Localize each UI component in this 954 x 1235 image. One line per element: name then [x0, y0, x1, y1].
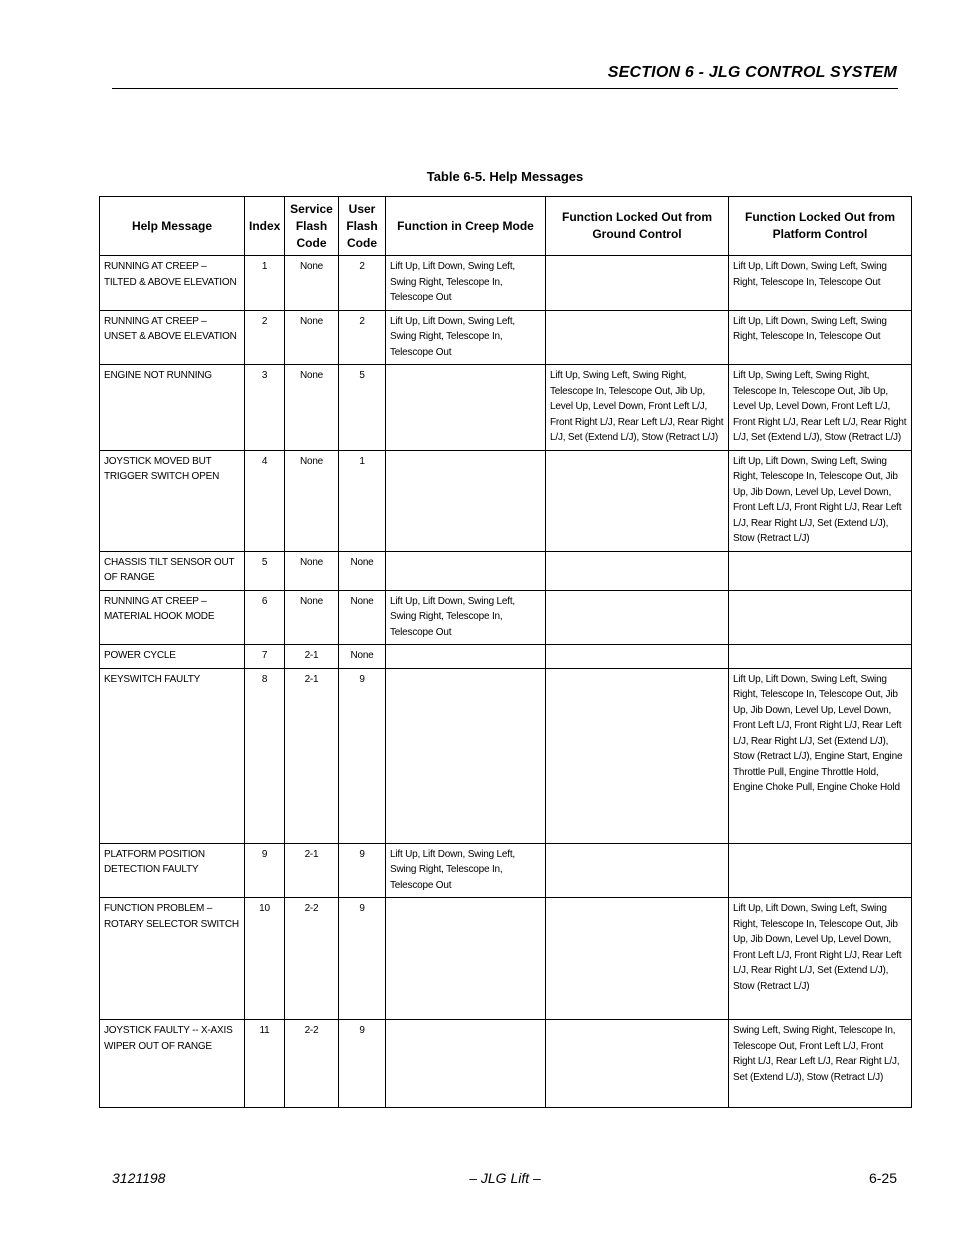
platform-lockout-cell: Lift Up, Lift Down, Swing Left, Swing Right, Telescope In, Telescope Out	[729, 256, 912, 311]
help-message-cell: JOYSTICK MOVED BUT TRIGGER SWITCH OPEN	[100, 450, 245, 551]
table-row	[100, 365, 912, 451]
index-cell: 8	[245, 668, 285, 843]
column-header: User Flash Code	[339, 197, 386, 256]
service-flash-code-cell: None	[285, 256, 339, 311]
help-message-cell: PLATFORM POSITION DETECTION FAULTY	[100, 843, 245, 898]
platform-lockout-cell: Lift Up, Lift Down, Swing Left, Swing Right, Telescope In, Telescope Out	[729, 310, 912, 365]
user-flash-code-cell: 1	[339, 450, 386, 551]
user-flash-code-cell: None	[339, 590, 386, 645]
service-flash-code-cell: 2-1	[285, 843, 339, 898]
user-flash-code-cell: 9	[339, 668, 386, 843]
column-header: Function in Creep Mode	[386, 197, 546, 256]
index-cell: 11	[245, 1020, 285, 1108]
service-flash-code-cell: 2-1	[285, 645, 339, 669]
platform-lockout-cell	[729, 843, 912, 898]
platform-lockout-cell: Lift Up, Lift Down, Swing Left, Swing Right, Telescope In, Telescope Out, Jib Up, Jib Down, Level Up, Level Down, Front Left L/J, Front Right L/J, Rear Left L/J, Rear Right L/J, Set (Extend L/J), Stow (Retract L/J)	[729, 450, 912, 551]
table-row	[100, 256, 912, 311]
section-title: SECTION 6 - JLG CONTROL SYSTEM	[607, 64, 897, 81]
help-message-cell: POWER CYCLE	[100, 645, 245, 669]
table-row	[100, 898, 912, 1020]
service-flash-code-cell: None	[285, 551, 339, 590]
creep-mode-cell: Lift Up, Lift Down, Swing Left, Swing Right, Telescope In, Telescope Out	[386, 256, 546, 311]
user-flash-code-cell: None	[339, 645, 386, 669]
service-flash-code-cell: 2-2	[285, 1020, 339, 1108]
column-header: Help Message	[100, 197, 245, 256]
table-row	[100, 310, 912, 365]
creep-mode-cell	[386, 898, 546, 1020]
doc-number: 3121198	[112, 1170, 166, 1186]
table-caption: Table 6-5. Help Messages	[426, 169, 584, 184]
platform-lockout-cell	[729, 590, 912, 645]
index-cell: 10	[245, 898, 285, 1020]
table-row	[100, 590, 912, 645]
user-flash-code-cell: 2	[339, 310, 386, 365]
index-cell: 5	[245, 551, 285, 590]
help-message-cell: ENGINE NOT RUNNING	[100, 365, 245, 451]
ground-lockout-cell	[546, 256, 729, 311]
column-header: Function Locked Out from Platform Control	[729, 197, 912, 256]
service-flash-code-cell: None	[285, 450, 339, 551]
ground-lockout-cell	[546, 450, 729, 551]
help-message-cell: FUNCTION PROBLEM – ROTARY SELECTOR SWITCH	[100, 898, 245, 1020]
ground-lockout-cell: Lift Up, Swing Left, Swing Right, Telescope In, Telescope Out, Jib Up, Level Up, Level Down, Front Left L/J, Front Right L/J, Rear Left L/J, Rear Right L/J, Set (Extend L/J), Stow (Retract L/J)	[546, 365, 729, 451]
index-cell: 1	[245, 256, 285, 311]
index-cell: 7	[245, 645, 285, 669]
help-messages-table	[99, 196, 912, 1108]
creep-mode-cell	[386, 645, 546, 669]
footer-brand: – JLG Lift –	[469, 1170, 541, 1186]
platform-lockout-cell	[729, 645, 912, 669]
user-flash-code-cell: None	[339, 551, 386, 590]
ground-lockout-cell	[546, 645, 729, 669]
platform-lockout-cell: Lift Up, Lift Down, Swing Left, Swing Right, Telescope In, Telescope Out, Jib Up, Jib Down, Level Up, Level Down, Front Left L/J, Front Right L/J, Rear Left L/J, Rear Right L/J, Set (Extend L/J), Stow (Retract L/J), Engine Start, Engine Throttle Pull, Engine Throttle Hold, Engine Choke Pull, Engine Choke Hold	[729, 668, 912, 843]
creep-mode-cell: Lift Up, Lift Down, Swing Left, Swing Right, Telescope In, Telescope Out	[386, 590, 546, 645]
user-flash-code-cell: 9	[339, 1020, 386, 1108]
help-message-cell: CHASSIS TILT SENSOR OUT OF RANGE	[100, 551, 245, 590]
ground-lockout-cell	[546, 551, 729, 590]
table-row	[100, 645, 912, 669]
creep-mode-cell	[386, 668, 546, 843]
index-cell: 9	[245, 843, 285, 898]
service-flash-code-cell: None	[285, 365, 339, 451]
help-message-cell: RUNNING AT CREEP – TILTED & ABOVE ELEVATION	[100, 256, 245, 311]
service-flash-code-cell: None	[285, 590, 339, 645]
service-flash-code-cell: None	[285, 310, 339, 365]
header-rule	[112, 88, 898, 89]
help-message-cell: RUNNING AT CREEP – MATERIAL HOOK MODE	[100, 590, 245, 645]
ground-lockout-cell	[546, 590, 729, 645]
creep-mode-cell	[386, 450, 546, 551]
table-row	[100, 551, 912, 590]
ground-lockout-cell	[546, 1020, 729, 1108]
service-flash-code-cell: 2-1	[285, 668, 339, 843]
help-message-cell: RUNNING AT CREEP – UNSET & ABOVE ELEVATION	[100, 310, 245, 365]
page-number: 6-25	[868, 1170, 897, 1186]
help-message-cell: JOYSTICK FAULTY -- X-AXIS WIPER OUT OF RANGE	[100, 1020, 245, 1108]
column-header: Function Locked Out from Ground Control	[546, 197, 729, 256]
user-flash-code-cell: 5	[339, 365, 386, 451]
column-header: Index	[245, 197, 285, 256]
platform-lockout-cell: Swing Left, Swing Right, Telescope In, Telescope Out, Front Left L/J, Front Right L/J, Rear Left L/J, Rear Right L/J, Set (Extend L/J), Stow (Retract L/J)	[729, 1020, 912, 1108]
user-flash-code-cell: 9	[339, 898, 386, 1020]
index-cell: 2	[245, 310, 285, 365]
user-flash-code-cell: 2	[339, 256, 386, 311]
service-flash-code-cell: 2-2	[285, 898, 339, 1020]
ground-lockout-cell	[546, 668, 729, 843]
creep-mode-cell: Lift Up, Lift Down, Swing Left, Swing Right, Telescope In, Telescope Out	[386, 843, 546, 898]
table-row	[100, 450, 912, 551]
creep-mode-cell	[386, 365, 546, 451]
platform-lockout-cell: Lift Up, Lift Down, Swing Left, Swing Right, Telescope In, Telescope Out, Jib Up, Jib Down, Level Up, Level Down, Front Left L/J, Front Right L/J, Rear Left L/J, Rear Right L/J, Set (Extend L/J), Stow (Retract L/J)	[729, 898, 912, 1020]
ground-lockout-cell	[546, 310, 729, 365]
index-cell: 4	[245, 450, 285, 551]
ground-lockout-cell	[546, 898, 729, 1020]
index-cell: 3	[245, 365, 285, 451]
creep-mode-cell	[386, 1020, 546, 1108]
table-row	[100, 668, 912, 843]
user-flash-code-cell: 9	[339, 843, 386, 898]
platform-lockout-cell	[729, 551, 912, 590]
table-row	[100, 1020, 912, 1108]
table-header-row	[100, 197, 912, 256]
column-header: Service Flash Code	[285, 197, 339, 256]
creep-mode-cell	[386, 551, 546, 590]
help-message-cell: KEYSWITCH FAULTY	[100, 668, 245, 843]
ground-lockout-cell	[546, 843, 729, 898]
table-row	[100, 843, 912, 898]
creep-mode-cell: Lift Up, Lift Down, Swing Left, Swing Right, Telescope In, Telescope Out	[386, 310, 546, 365]
index-cell: 6	[245, 590, 285, 645]
platform-lockout-cell: Lift Up, Swing Left, Swing Right, Telescope In, Telescope Out, Jib Up, Level Up, Level Down, Front Left L/J, Front Right L/J, Rear Left L/J, Rear Right L/J, Set (Extend L/J), Stow (Retract L/J)	[729, 365, 912, 451]
